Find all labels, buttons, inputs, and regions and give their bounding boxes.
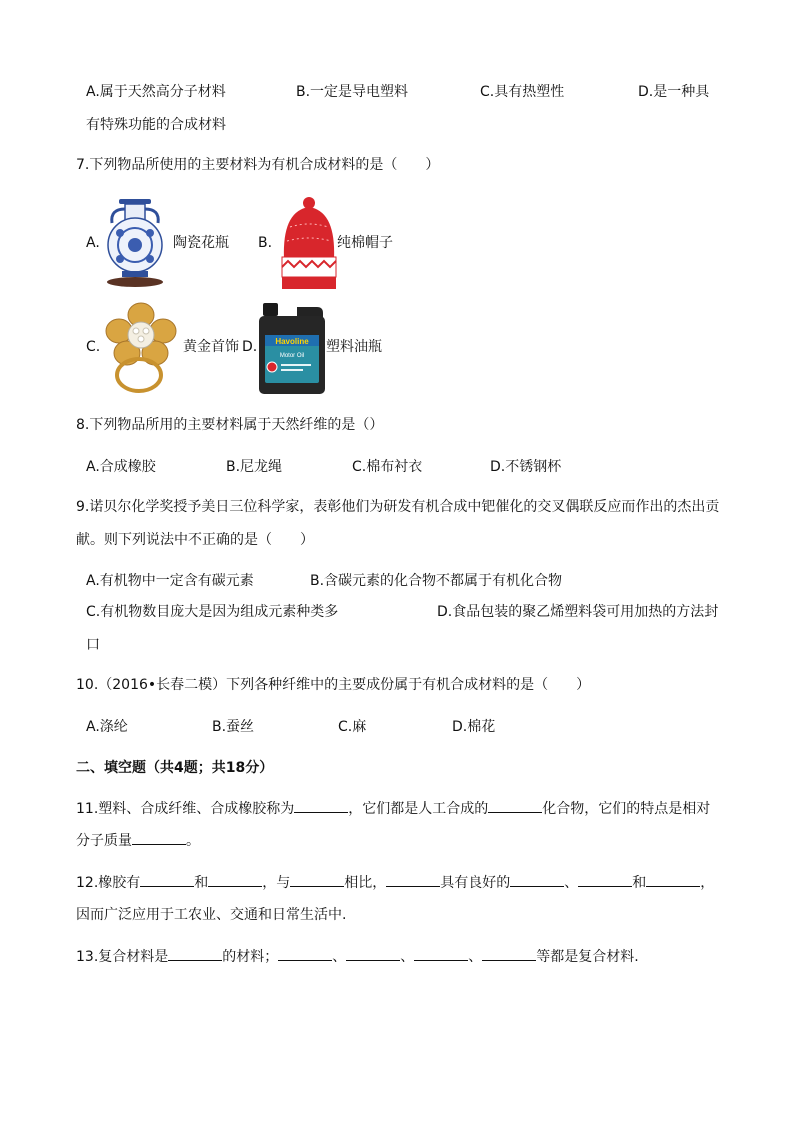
q13-sep-3: 、 — [468, 949, 483, 965]
q6-option-b: B.一定是导电塑料 — [296, 84, 409, 100]
q12-blank-7[interactable] — [646, 874, 700, 887]
q11-line1 — [76, 800, 710, 818]
q8-option-c: C.棉布衬衣 — [352, 459, 423, 475]
q9-option-a: A.有机物中一定含有碳元素 — [86, 573, 254, 589]
q7-stem: 7.下列物品所使用的主要材料为有机合成材料的是（ ） — [76, 157, 440, 173]
section-title-fill-blank: 二、填空题（共4题；共18分） — [76, 760, 274, 776]
q8-option-d: D.不锈钢杯 — [490, 459, 562, 475]
q7-b-label: 纯棉帽子 — [337, 235, 393, 251]
q11-text-5: 。 — [186, 833, 200, 849]
q12-line1 — [76, 874, 714, 892]
q7-c-label: 黄金首饰 — [183, 339, 239, 355]
q11-text-3: 化合物，它们的特点是相对 — [542, 801, 711, 817]
q13-blank-2[interactable] — [278, 948, 332, 961]
q12-text-7: 和 — [632, 875, 647, 891]
q6-option-d: D.是一种具 — [638, 84, 710, 100]
q6-option-d-cont: 有特殊功能的合成材料 — [86, 117, 226, 133]
q12-blank-5[interactable] — [510, 874, 564, 887]
q7-d-label: 塑料油瓶 — [326, 339, 382, 355]
hat-image — [276, 197, 338, 291]
q8-stem: 8.下列物品所用的主要材料属于天然纤维的是（） — [76, 417, 384, 433]
q10-option-b: B.蚕丝 — [212, 719, 255, 735]
q11-text-2: ，它们都是人工合成的 — [348, 801, 489, 817]
q7-a-prefix: A. — [86, 235, 100, 251]
q7-b-prefix: B. — [258, 235, 273, 251]
q10-option-d: D.棉花 — [452, 719, 496, 735]
q9-option-d: D.食品包装的聚乙烯塑料袋可用加热的方法封 — [437, 604, 719, 620]
q11-line2 — [76, 832, 200, 850]
q13-text-3: 等都是复合材料. — [536, 949, 639, 965]
q11-text-1: 11.塑料、合成纤维、合成橡胶称为 — [76, 801, 295, 817]
q12-text-3: ，与 — [262, 875, 291, 891]
bottle-brand-text: Havoline — [275, 337, 309, 346]
q12-text-4: 相比， — [344, 875, 387, 891]
q6-option-c: C.具有热塑性 — [480, 84, 565, 100]
q8-option-b: B.尼龙绳 — [226, 459, 283, 475]
q6-option-a: A.属于天然高分子材料 — [86, 84, 226, 100]
q12-blank-2[interactable] — [208, 874, 262, 887]
q11-text-4: 分子质量 — [76, 833, 132, 849]
q13-text-2: 的材料； — [222, 949, 279, 965]
oil-bottle-image — [257, 301, 327, 395]
q13-blank-1[interactable] — [168, 948, 222, 961]
q13-text-1: 13.复合材料是 — [76, 949, 169, 965]
q13-sep-1: 、 — [332, 949, 347, 965]
q10-option-a: A.涤纶 — [86, 719, 128, 735]
q12-text-5: 具有良好的 — [440, 875, 511, 891]
bottle-sub-text: Motor Oil — [279, 353, 305, 359]
q12-text-6: 、 — [564, 875, 579, 891]
q12-text-8: ， — [700, 875, 715, 891]
q12-blank-1[interactable] — [140, 874, 194, 887]
q9-option-b: B.含碳元素的化合物不都属于有机化合物 — [310, 573, 563, 589]
q9-stem-line1: 9.诺贝尔化学奖授予美日三位科学家，表彰他们为研发有机合成中钯催化的交叉偶联反应而作出的杰出贡 — [76, 499, 720, 515]
q13-blank-5[interactable] — [482, 948, 536, 961]
q7-d-prefix: D. — [242, 339, 258, 355]
q12-blank-6[interactable] — [578, 874, 632, 887]
q13-blank-4[interactable] — [414, 948, 468, 961]
vase-image — [100, 197, 170, 289]
q13-sep-2: 、 — [400, 949, 415, 965]
q12-text-1: 12.橡胶有 — [76, 875, 141, 891]
q12-blank-3[interactable] — [290, 874, 344, 887]
q11-blank-2[interactable] — [488, 800, 542, 813]
q9-option-c: C.有机物数目庞大是因为组成元素种类多 — [86, 604, 339, 620]
q9-stem-line2: 献。则下列说法中不正确的是（ ） — [76, 532, 314, 548]
q12-blank-4[interactable] — [386, 874, 440, 887]
q13-blank-3[interactable] — [346, 948, 400, 961]
q11-blank-3[interactable] — [132, 832, 186, 845]
q8-option-a: A.合成橡胶 — [86, 459, 156, 475]
q12-line2: 因而广泛应用于工农业、交通和日常生活中. — [76, 907, 347, 923]
q9-option-d-cont: 口 — [86, 637, 100, 653]
q10-stem: 10.（2016•长春二模）下列各种纤维中的主要成份属于有机合成材料的是（ ） — [76, 677, 591, 693]
ring-image — [100, 297, 182, 395]
q12-text-2: 和 — [194, 875, 209, 891]
q10-option-c: C.麻 — [338, 719, 367, 735]
q11-blank-1[interactable] — [294, 800, 348, 813]
q7-a-label: 陶瓷花瓶 — [173, 235, 229, 251]
q13-line1 — [76, 948, 639, 966]
q7-c-prefix: C. — [86, 339, 101, 355]
